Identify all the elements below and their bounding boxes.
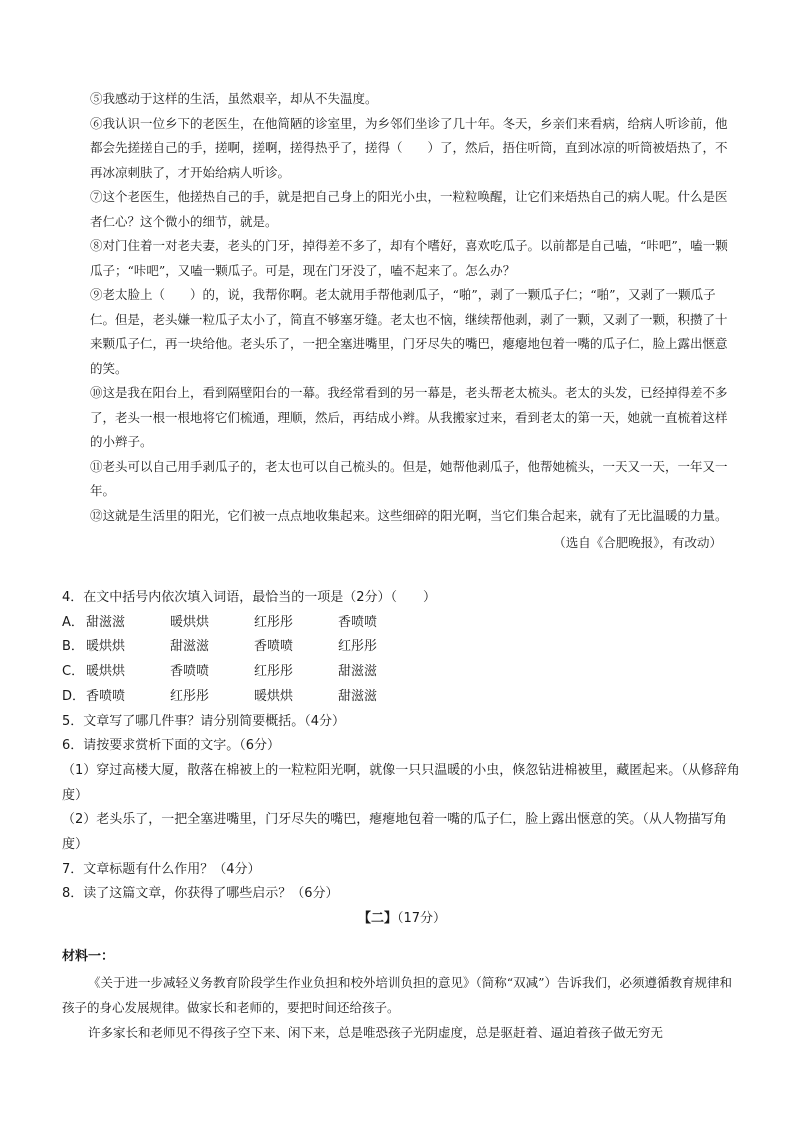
option-word: 香喷喷 — [86, 688, 126, 704]
section-2-title — [62, 907, 742, 932]
option-letter: B． — [62, 639, 84, 655]
paragraph-12: ⑫这就是生活里的阳光，它们被一点点地收集起来。这些细碎的阳光啊，当它们集合起来，就有了无比温暖的力量。 — [90, 507, 728, 523]
option-word: 红彤彤 — [338, 639, 378, 655]
paragraph-8: ⑧对门住着一对老夫妻，老头的门牙，掉得差不多了，却有个嗜好，喜欢吃瓜子。以前都是自己嗑，“咔吧”，嗑一颗瓜子；“咔吧”，又嗑一颗瓜子。可是，现在门牙没了，嗑不起来了。怎么办？ — [90, 238, 728, 278]
question-6-part-1: （1）穿过高楼大厦，散落在棉被上的一粒粒阳光啊，就像一只只温暖的小虫，倏忽钻进棉被里，藏匿起来。（从修辞角度） — [62, 762, 740, 803]
option-word: 暖烘烘 — [254, 688, 294, 704]
material-block — [62, 945, 742, 1045]
option-word: 甜滋滋 — [338, 664, 378, 680]
option-c — [62, 660, 742, 685]
question-5: 5．文章写了哪几件事？请分别简要概括。（4分） — [62, 713, 346, 729]
paragraph-5: ⑤我感动于这样的生活，虽然艰辛，却从不失温度。 — [90, 91, 378, 106]
option-word: 香喷喷 — [254, 639, 294, 655]
paragraph-7: ⑦这个老医生，他搓热自己的手，就是把自己身上的阳光小虫，一粒粒唤醒，让它们来焐热自己的病人呢。什么是医者仁心？这个微小的细节，就是。 — [90, 189, 728, 229]
option-word: 香喷喷 — [338, 614, 378, 630]
option-letter: C． — [62, 664, 85, 680]
paragraph-9: ⑨老太脸上（ ）的，说，我帮你啊。老太就用手帮他剥瓜子，“啪”，剥了一颗瓜子仁；“啪”，又剥了一颗瓜子仁。但是，老头嫌一粒瓜子太小了，简直不够塞牙缝。老太也不恼，继续帮他剥，剥了一颗，又剥了一颗，积攒了十来颗瓜子仁，再一块给他。老头乐了，一把全塞进嘴里，门牙尽失的嘴巴，瘪瘪地包着一嘴的瓜子仁，脸上露出惬意的笑。 — [90, 287, 728, 376]
option-b — [62, 635, 742, 660]
question-6-part-2: （2）老头乐了，一把全塞进嘴里，门牙尽失的嘴巴，瘪瘪地包着一嘴的瓜子仁，脸上露出惬意的笑。（从人物描写角度） — [62, 812, 727, 853]
option-word: 红彤彤 — [254, 664, 294, 680]
question-6: 6．请按要求赏析下面的文字。（6分） — [62, 738, 281, 754]
option-word: 甜滋滋 — [170, 639, 210, 655]
option-word: 暖烘烘 — [86, 664, 126, 680]
paragraph-10: ⑩这是我在阳台上，看到隔壁阳台的一幕。我经常看到的另一幕是，老头帮老太梳头。老太的头发，已经掉得差不多了，老头一根一根地将它们梳通，理顺，然后，再结成小辫。从我搬家过来，看到老太的第一天，她就一直梳着这样的小辫子。 — [90, 385, 728, 449]
material-1-title: 材料一： — [62, 949, 115, 964]
paragraph-11: ⑪老头可以自己用手剥瓜子的，老太也可以自己梳头的。但是，她帮他剥瓜子，他帮她梳头，一天又一天，一年又一年。 — [90, 458, 728, 498]
option-word: 红彤彤 — [254, 614, 294, 630]
option-word: 暖烘烘 — [170, 614, 210, 630]
option-letter: A． — [62, 614, 84, 630]
option-letter: D． — [62, 688, 86, 704]
option-a — [62, 611, 742, 636]
option-word: 香喷喷 — [170, 664, 210, 680]
section-2-score: （17分） — [396, 911, 447, 927]
option-word: 暖烘烘 — [86, 639, 126, 655]
question-8: 8．读了这篇文章，你获得了哪些启示？（6分） — [62, 886, 339, 902]
option-word: 甜滋滋 — [86, 614, 126, 630]
option-d — [62, 685, 742, 710]
question-block — [62, 586, 742, 932]
paragraph-6: ⑥我认识一位乡下的老医生，在他简陋的诊室里，为乡邻们坐诊了几十年。冬天，乡亲们来看病，给病人听诊前，他都会先搓搓自己的手，搓啊，搓啊，搓得热乎了，搓得（ ）了，然后，捂住听筒，直到冰凉的听筒被焐热了，不再冰凉刺肤了，才开始给病人听诊。 — [90, 115, 728, 180]
section-2-mark: 【二】 — [357, 911, 397, 927]
question-4: 4．在文中括号内依次填入词语，最恰当的一项是（2分）（ ） — [62, 590, 437, 605]
reading-passage — [90, 87, 730, 556]
question-7: 7．文章标题有什么作用？（4分） — [62, 861, 261, 877]
material-paragraph: 《关于进一步减轻义务教育阶段学生作业负担和校外培训负担的意见》（简称“双减”）告诉我们，必须遵循教育规律和孩子的身心发展规律。做家长和老师的，要把时间还给孩子。 — [62, 974, 733, 1015]
material-paragraph: 许多家长和老师见不得孩子空下来、闲下来，总是唯恐孩子光阴虚度，总是驱赶着、逼迫着孩子做无穷无 — [88, 1024, 664, 1040]
option-word: 甜滋滋 — [338, 688, 378, 704]
passage-source: （选自《合肥晚报》，有改动） — [553, 535, 722, 550]
option-word: 红彤彤 — [170, 688, 210, 704]
